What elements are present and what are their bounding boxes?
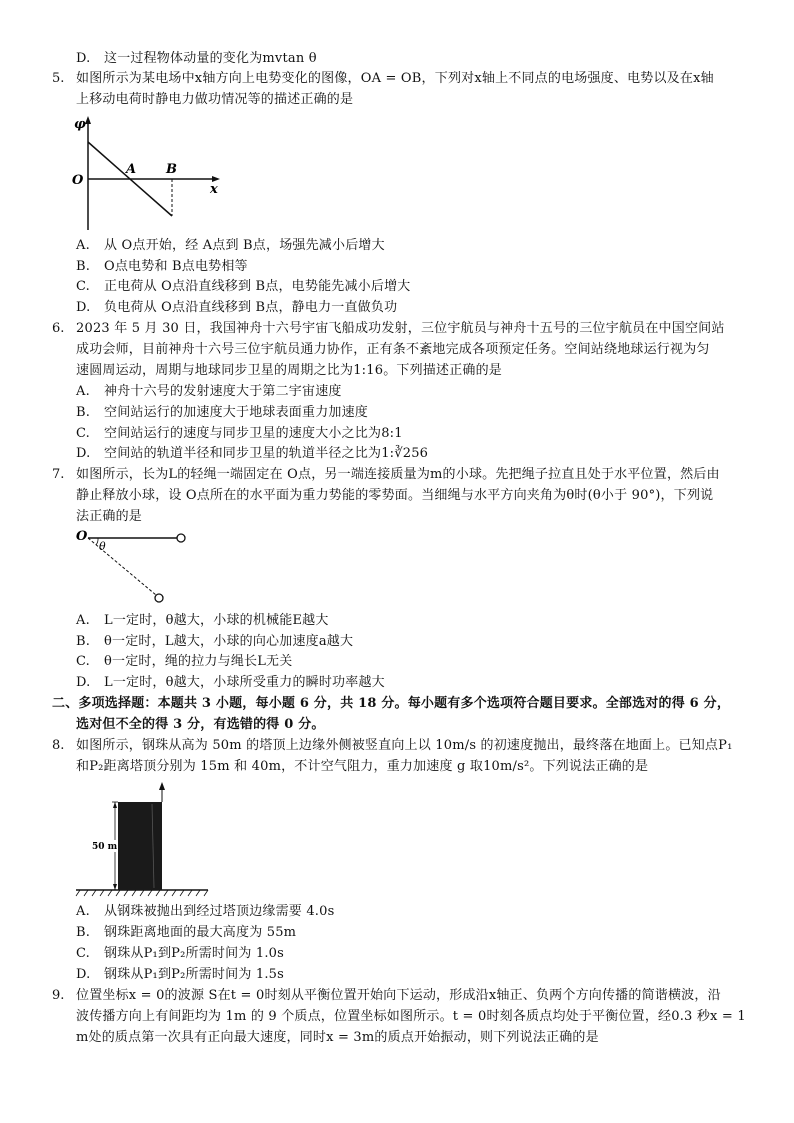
q7-option-d [76,675,385,691]
option-label: D. [76,446,91,461]
option-text: 神舟十六号的发射速度大于第二宇宙速度 [104,384,342,399]
option-label: B. [76,405,91,420]
question-number: 7. [52,467,65,482]
option-label: A. [76,613,90,628]
option-label: D. [76,675,91,690]
q8-option-c [76,946,284,962]
height-label: 50 m [92,842,118,852]
q8-stem-line2: 和P₂距离塔顶分别为 15m 和 40m，不计空气阻力，重力加速度 g 取10m/s²。下列说法正确的是 [76,759,649,774]
section2-heading: 二、多项选择题：本题共 3 小题，每小题 6 分，共 18 分。每小题有多个选项符合题目要求。全部选对的得 6 分， [52,696,731,711]
option-label: D. [76,300,91,315]
x-axis-label: x [210,182,218,197]
question-number: 6. [52,321,65,336]
angle-label: θ [99,540,106,553]
option-text: 负电荷从 O点沿直线移到 B点，静电力一直做负功 [104,300,398,315]
option-label: C. [76,946,91,961]
section2-heading-line2: 选对但不全的得 3 分，有选错的得 0 分。 [76,717,325,732]
q9-stem-line3: m处的质点第一次具有正向最大速度，同时x = 3m的质点开始振动，则下列说法正确的是 [76,1030,599,1045]
q8-option-a [76,904,334,920]
q9-stem-line2: 波传播方向上有间距均为 1m 的 9 个质点，位置坐标如图所示。t = 0时刻各质点均处于平衡位置，经0.3 秒x = 1 [76,1009,746,1024]
question-number: 9. [52,988,65,1003]
q6-stem-line2: 成功会师，目前神舟十六号三位宇航员通力协作，正有条不紊地完成各项预定任务。空间站绕地球运行视为匀 [76,342,710,357]
option-text: 正电荷从 O点沿直线移到 B点，电势能先减小后增大 [104,279,411,294]
q7-stem-line1: 如图所示，长为L的轻绳一端固定在 O点，另一端连接质量为m的小球。先把绳子拉直且处于水平位置，然后由 [76,467,720,482]
option-text: 这一过程物体动量的变化为mvtan θ [104,51,317,66]
origin-label: O [76,529,88,544]
q5-stem-line1: 如图所示为某电场中x轴方向上电势变化的图像，OA = OB，下列对x轴上不同点的电场强度、电势以及在x轴 [76,71,714,86]
option-label: D. [76,967,91,982]
q6-option-a [76,384,342,400]
option-text: 钢珠从P₁到P₂所需时间为 1.0s [104,946,284,961]
option-label: D. [76,51,91,66]
option-label: A. [76,904,90,919]
q6-stem-line1: 2023 年 5 月 30 日，我国神舟十六号宇宙飞船成功发射，三位宇航员与神舟十五号的三位宇航员在中国空间站 [76,321,725,336]
option-label: B. [76,925,91,940]
option-text: 钢珠距离地面的最大高度为 55m [104,925,297,940]
option-label: B. [76,259,91,274]
q7-stem-line2: 静止释放小球，设 O点所在的水平面为重力势能的零势面。当细绳与水平方向夹角为θ时(θ小于 90°)，下列说 [76,488,714,503]
q9-stem-line1: 位置坐标x = 0的波源 S在t = 0时刻从平衡位置开始向下运动，形成沿x轴正、负两个方向传播的简谐横波，沿 [76,988,721,1003]
option-label: B. [76,634,91,649]
option-text: 钢珠从P₁到P₂所需时间为 1.5s [104,967,284,982]
option-text: θ一定时，L越大，小球的向心加速度a越大 [104,634,354,649]
option-text: 空间站的轨道半径和同步卫星的轨道半径之比为1:∛256 [104,446,429,461]
q4-option-d [76,51,317,67]
option-text: O点电势和 B点电势相等 [104,259,248,274]
q8-option-b [76,925,296,941]
option-text: 空间站运行的速度与同步卫星的速度大小之比为8:1 [104,426,403,441]
q6-option-d [76,446,428,462]
question-number: 5. [52,71,65,86]
q5-stem-line2: 上移动电荷时静电力做功情况等的描述正确的是 [76,92,354,107]
q8-option-d [76,967,284,983]
q5-option-d [76,300,397,316]
option-label: C. [76,426,91,441]
option-text: L一定时，θ越大，小球所受重力的瞬时功率越大 [104,675,385,690]
q7-stem-line3: 法正确的是 [76,509,143,524]
phi-axis-label: φ [74,117,86,132]
option-text: 从钢珠被抛出到经过塔顶边缘需要 4.0s [104,904,335,919]
q5-option-c [76,279,410,295]
q7-option-b [76,634,353,650]
q7-option-a [76,613,329,629]
option-text: L一定时，θ越大，小球的机械能E越大 [104,613,329,628]
q8-stem-line1: 如图所示，钢珠从高为 50m 的塔顶上边缘外侧被竖直向上以 10m/s 的初速度抛出，最终落在地面上。已知点P₁ [76,738,733,753]
option-label: A. [76,384,90,399]
option-label: C. [76,654,91,669]
option-text: 空间站运行的加速度大于地球表面重力加速度 [104,405,369,420]
point-b-label: B [166,162,177,177]
q7-pendulum-figure [74,528,194,612]
q6-option-b [76,405,368,421]
q5-option-b [76,259,248,275]
option-label: A. [76,238,90,253]
option-text: 从 O点开始，经 A点到 B点，场强先减小后增大 [104,238,385,253]
option-label: C. [76,279,91,294]
q7-option-c [76,654,292,670]
q6-option-c [76,426,403,442]
q5-option-a [76,238,385,254]
q8-tower-figure [72,780,212,902]
question-number: 8. [52,738,65,753]
point-a-label: A [126,162,137,177]
q5-potential-graph [68,112,228,238]
option-text: θ一定时，绳的拉力与绳长L无关 [104,654,293,669]
q6-stem-line3: 速圆周运动，周期与地球同步卫星的周期之比为1:16。下列描述正确的是 [76,363,502,378]
origin-label: O [72,173,84,188]
